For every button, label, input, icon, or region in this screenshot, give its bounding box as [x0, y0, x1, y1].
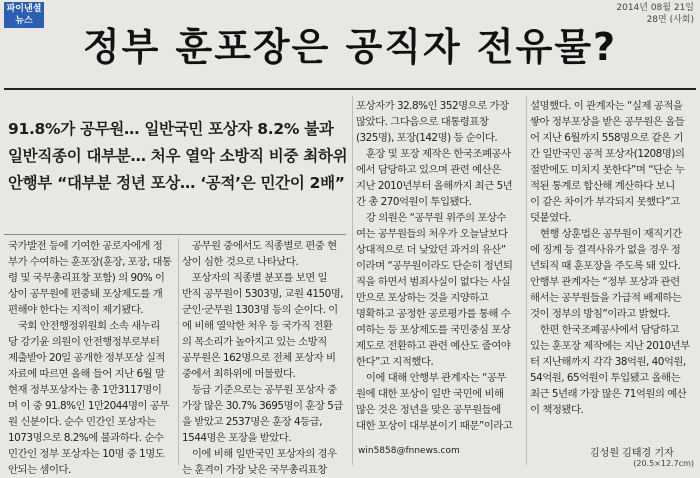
- text-line: 현행 상훈법은 공무원이 재직기간: [530, 228, 682, 240]
- text-line: 의 목소리가 높아지고 있는 소방직: [182, 336, 327, 348]
- text-line: 여는 공무원들의 처우가 오늘날보다: [356, 228, 508, 240]
- text-line: 는 훈격이 가장 낮은 국무총리표창: [182, 464, 327, 476]
- text-line: 1073명으로 8.2%에 불과하다. 순수: [8, 432, 164, 444]
- text-line: 령 및 국무총리표창 포함) 의 90% 이: [8, 272, 165, 284]
- text-line: 며 이 중 91.8%인 1만2044명이 공무: [8, 400, 169, 412]
- text-line: 가장 많은 30.7% 3695명이 훈장 5급: [182, 400, 343, 412]
- column-divider: [526, 96, 527, 465]
- text-line: 지난 2010년부터 올해까지 최근 5년: [356, 180, 513, 192]
- text-line: 등급 기준으로는 공무원 포상자 중: [182, 384, 337, 396]
- text-line: 군인·군무원 1303명 등의 순이다. 이: [182, 304, 338, 316]
- page-section: 28면 (사회): [646, 15, 694, 25]
- subheadline-line: 91.8%가 공무원… 일반국민 포상자 8.2% 불과: [8, 120, 334, 138]
- headline: 정부 훈포장은 공직자 전유물?: [82, 25, 618, 69]
- article-column-4: [530, 98, 696, 418]
- text-line: 상대적으로 더 낮았던 과거의 유산”: [356, 244, 506, 256]
- text-line: 한다”고 지적했다.: [356, 356, 434, 368]
- text-line: 덧붙였다.: [530, 212, 571, 224]
- text-line: 절반에도 미치지 못한다”며 “단순 누: [530, 164, 685, 176]
- text-line: 만으로 포상하는 것을 지양하고: [356, 292, 489, 304]
- subheadline-line: 일반직종이 대부분… 처우 열악 소방직 비중 최하위: [8, 147, 348, 165]
- text-line: 원에 대한 포상이 일반 국민에 비해: [356, 388, 504, 400]
- text-line: 민간인 정부 포상자는 10명 중 1명도: [8, 448, 165, 460]
- text-line: 있는 훈포장 제작에는 지난 2010년부: [530, 340, 690, 352]
- text-line: 년퇴직 때 훈포장을 주도록 돼 있다.: [530, 260, 681, 272]
- article-column-2: [182, 238, 348, 478]
- text-line: 이 같은 차이가 부각되지 못했다”고: [530, 196, 680, 208]
- byline-email: win5858@fnnews.com: [358, 446, 460, 456]
- text-line: 많았다. 그다음으로 대통령표창: [356, 116, 489, 128]
- text-line: 에 징계 등 결격사유가 없을 경우 정: [530, 244, 681, 256]
- text-line: 반직 공무원이 5303명, 교원 4150명,: [182, 288, 344, 300]
- column-divider: [178, 238, 179, 465]
- text-line: 직을 하면서 범죄사실이 없다는 사실: [356, 276, 511, 288]
- text-line: 을 받았고 2537명은 훈장 4등급,: [182, 416, 322, 428]
- headline-divider: [4, 88, 696, 90]
- text-line: 한편 한국조폐공사에서 담당하고: [530, 324, 680, 336]
- text-line: 에서 담당하고 있으며 관련 예산은: [356, 164, 501, 176]
- text-line: 쌓아 정부포상을 받은 공무원은 올들: [530, 116, 685, 128]
- text-line: 강 의원은 “공무원 위주의 포상수: [356, 212, 506, 224]
- text-line: 제출받아 20일 공개한 정부포상 실적: [8, 352, 165, 364]
- clipping-dimensions: (20.5×12.7cm): [633, 459, 694, 468]
- text-line: 상이 심한 것으로 나타났다.: [182, 256, 299, 268]
- subheadline-block: [8, 116, 348, 197]
- text-line: 1544명은 포장을 받았다.: [182, 432, 292, 444]
- text-line: (325명), 포장(142명) 등 순이다.: [356, 132, 498, 144]
- text-line: 어 지난 6월까지 558명으로 같은 기: [530, 132, 683, 144]
- text-line: 중에서 최하위에 머물렀다.: [182, 368, 296, 380]
- text-line: 국회 안전행정위원회 소속 새누리: [8, 320, 160, 332]
- text-line: 터 지난해까지 각각 38억원, 40억원,: [530, 356, 686, 368]
- text-line: 54억원, 65억원이 투입됐고 올해는: [530, 372, 681, 384]
- text-line: 상이 공무원에 편중돼 포상제도를 개: [8, 288, 163, 300]
- text-line: 안되는 셈이다.: [8, 464, 71, 476]
- text-line: 공무원 중에서도 직종별로 편중 현: [182, 240, 337, 252]
- text-line: 적된 통계로 합산해 계산하다 보니: [530, 180, 675, 192]
- text-line: 간 총 270억원이 투입됐다.: [356, 196, 472, 208]
- text-line: 설명했다. 이 관계자는 “실제 공적을: [530, 100, 683, 112]
- text-line: 제도로 전환하고 관련 예산도 줄여야: [356, 340, 511, 352]
- text-line: 에 비해 열악한 처우 등 국가직 전환: [182, 320, 333, 332]
- subheadline-divider: [4, 234, 346, 235]
- text-line: 부가 수여하는 훈포장(훈장, 포장, 대통: [8, 256, 172, 268]
- text-line: 공무원은 162명으로 전체 포상자 비: [182, 352, 336, 364]
- text-line: 안행부 관계자는 “정부 포상과 관련: [530, 276, 680, 288]
- article-column-1: [8, 238, 174, 478]
- text-line: 편해야 한다는 지적이 제기됐다.: [8, 304, 144, 316]
- date-text: 2014년 08월 21일: [616, 3, 694, 13]
- text-line: 훈장 및 포장 제작은 한국조폐공사: [356, 148, 511, 160]
- text-line: 원 신분이다. 순수 민간인 포상자는: [8, 416, 156, 428]
- text-line: 해서는 공무원들을 가급적 배제하는: [530, 292, 682, 304]
- text-line: 많은 것은 정년을 맞은 공무원들에: [356, 404, 501, 416]
- text-line: 자료에 따르면 올해 들어 지난 6월 말: [8, 368, 165, 380]
- article-column-3: [356, 98, 522, 434]
- text-line: 여하는 등 포상제도를 국민중심 포상: [356, 324, 511, 336]
- text-line: 이라며 “공무원이라도 단순히 정년퇴: [356, 260, 513, 272]
- text-line: 이에 대해 안행부 관계자는 “공무: [356, 372, 506, 384]
- subheadline-line: 안행부 “대부분 정년 포상… ‘공적’은 민간이 2배”: [8, 174, 345, 192]
- text-line: 대한 포상이 대부분이기 때문”이라고: [356, 420, 513, 432]
- text-line: 최근 5년래 가장 많은 71억원의 예산: [530, 388, 687, 400]
- text-line: 간 일반국민 공적 포상자(1208명)의: [530, 148, 685, 160]
- text-line: 포상자의 직종별 분포를 보면 일: [182, 272, 328, 284]
- text-line: 국가발전 등에 기여한 공로자에게 정: [8, 240, 163, 252]
- byline-names: 김성원 김태경 기자: [590, 448, 674, 459]
- text-line: 이에 비해 일반국민 포상자의 경우: [182, 448, 337, 460]
- logo-text-top: 파이낸셜: [6, 4, 42, 14]
- text-line: 현재 정부포상자는 총 1만3117명이: [8, 384, 162, 396]
- text-line: 것이 정부의 방침”이라고 밝혔다.: [530, 308, 671, 320]
- text-line: 포상자가 32.8%인 352명으로 가장: [356, 100, 509, 112]
- text-line: 명확하고 공정한 공로평가를 통해 수: [356, 308, 511, 320]
- column-divider: [352, 96, 353, 465]
- text-line: 이 책정됐다.: [530, 404, 584, 416]
- logo-text-bottom: 뉴스: [15, 16, 33, 26]
- text-line: 당 강기윤 의원이 안전행정부로부터: [8, 336, 160, 348]
